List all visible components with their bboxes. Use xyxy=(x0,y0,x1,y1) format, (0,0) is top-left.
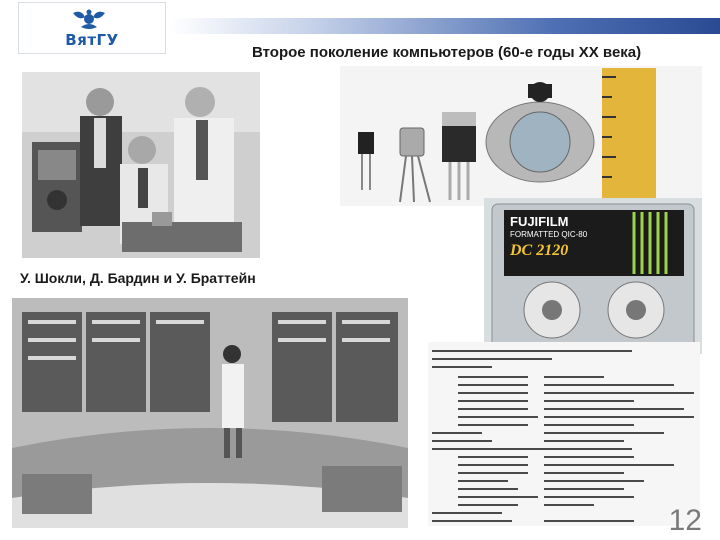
header-bar xyxy=(170,18,720,34)
logo-text: ВятГУ xyxy=(65,31,119,49)
code-listing-image xyxy=(428,342,700,526)
photo-caption: У. Шокли, Д. Бардин и У. Браттейн xyxy=(20,270,256,286)
logo-emblem-icon xyxy=(67,7,111,31)
cassette-photo xyxy=(484,198,702,354)
university-logo xyxy=(18,2,166,54)
cassette-brand-text: FUJIFILM xyxy=(510,214,569,229)
computer-room-photo xyxy=(12,298,408,528)
slide-title: Второе поколение компьютеров (60-е годы XX века) xyxy=(252,44,642,61)
cassette-model-text: DC 2120 xyxy=(510,242,569,259)
transistors-photo xyxy=(340,66,702,206)
page-number: 12 xyxy=(668,504,702,537)
cassette-format-text: FORMATTED QIC-80 xyxy=(510,230,588,239)
scientists-photo xyxy=(22,72,260,258)
